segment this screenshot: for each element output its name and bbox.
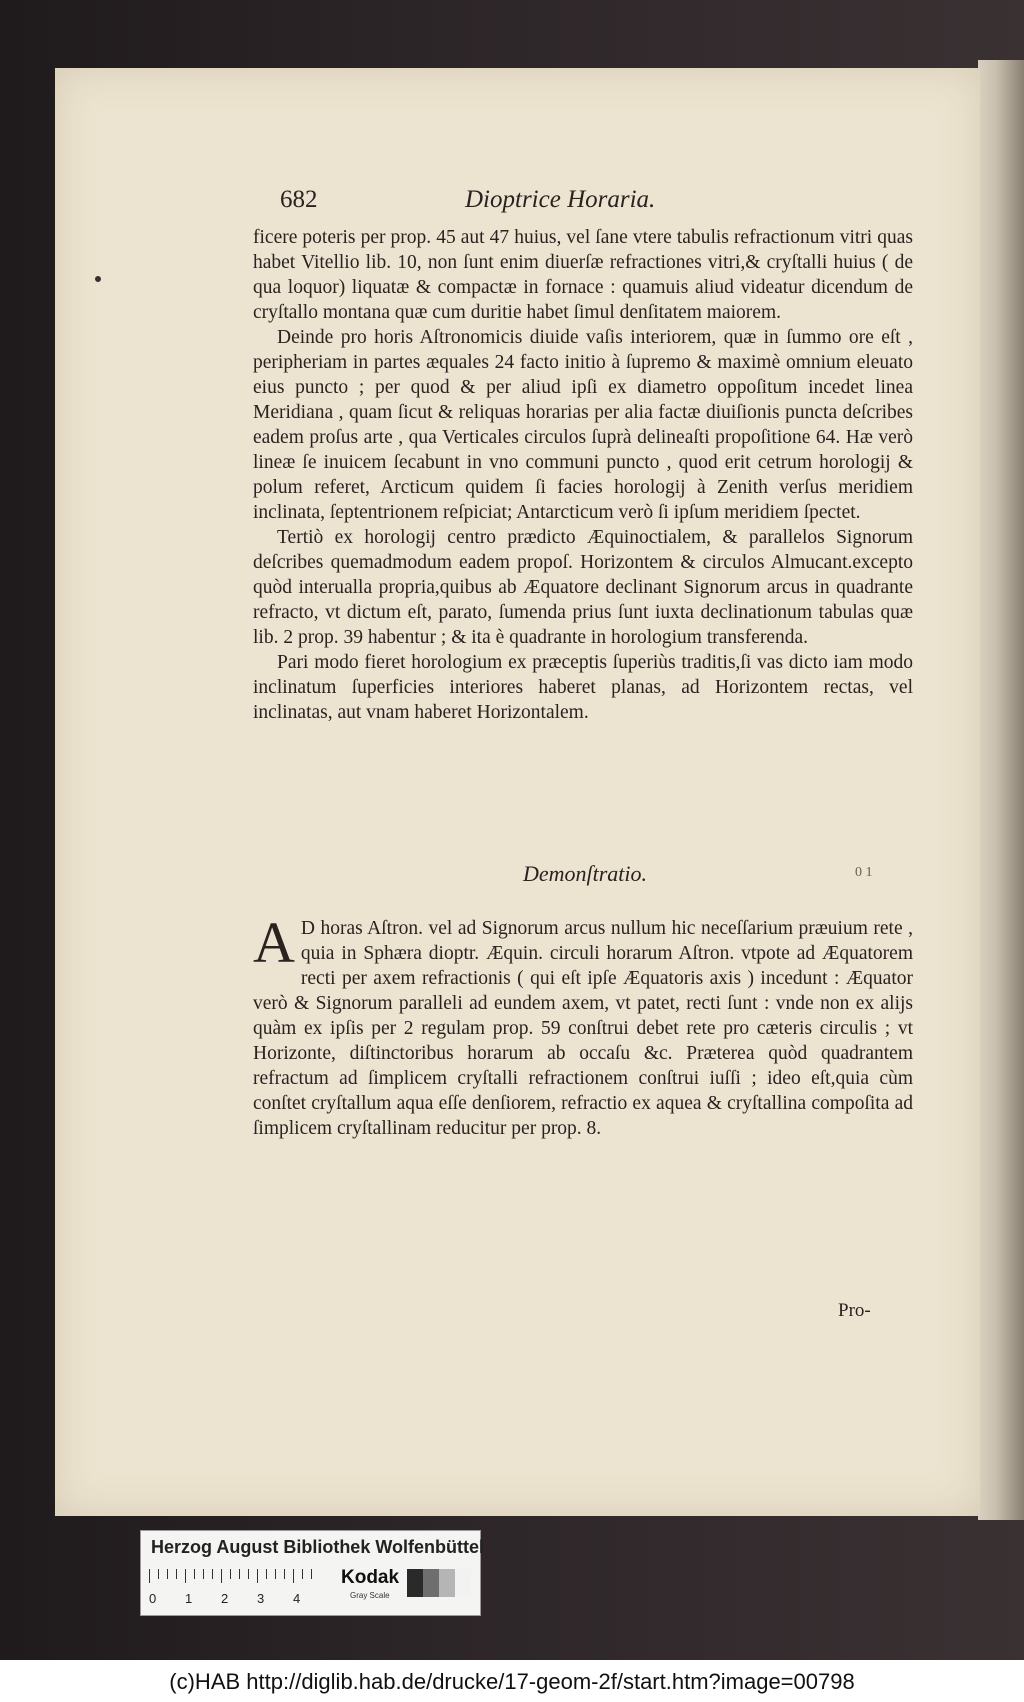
gray-swatch xyxy=(439,1569,455,1597)
body-text xyxy=(253,225,913,725)
color-target-card xyxy=(140,1530,484,1616)
running-title: Dioptrice Horaria. xyxy=(465,186,656,213)
facing-page-edge xyxy=(978,60,1024,1520)
drop-cap: A xyxy=(253,910,295,975)
gray-swatch xyxy=(423,1569,439,1597)
scale-label: 4 xyxy=(293,1591,301,1606)
scale-label: 0 xyxy=(149,1591,157,1606)
paragraph-4: Pari modo fieret horologium ex præceptis ſuperiùs traditis,ſi vas dicto iam modo inclinatum ſuperficies interiores haberet planas, ad Horizontem rectas, vel inclinatas, aut vnam haberet Horizontalem. xyxy=(253,652,913,723)
gray-swatch xyxy=(455,1569,471,1597)
margin-mark: 0 1 xyxy=(855,865,873,880)
gray-swatches xyxy=(407,1569,471,1597)
scale-label: 2 xyxy=(221,1591,229,1606)
page-header xyxy=(55,186,980,226)
scale-ruler xyxy=(149,1569,319,1589)
paragraph-1: ficere poteris per prop. 45 aut 47 huius, vel ſane vtere tabulis refractionum vitri quas habet Vitellio lib. 10, non ſunt enim diuerſæ refractiones vitri,& cryſtalli huius ( de qua loquor) liquatæ & compactæ in fornace : quamuis aliud videatur dicendum de cryſtallo montana quæ cum duritie habet ſimul denſitatem maiorem. xyxy=(253,227,913,323)
library-name: Herzog August Bibliothek Wolfenbüttel xyxy=(151,1537,484,1557)
paragraph-3: Tertiò ex horologij centro prædicto Æquinoctialem, & parallelos Signorum deſcribes quemadmodum eadem propoſ. Horizontem & circulos Almucant.excepto quòd interualla propria,quibus ab Æquatore declinant Signorum arcus in quadrante refracto, vt dictum eſt, parato, ſumenda prius ſunt iuxta declinationum tabulas quæ lib. 2 prop. 39 habentur ; & ita è quadrante in horologium transferenda. xyxy=(253,527,913,648)
demonstration-paragraph: D horas Aſtron. vel ad Signorum arcus nullum hic neceſſarium præuium rete , quia in Sphæra dioptr. Æquin. circuli horarum Aſtron. vtpote ad Æquatorem recti per axem refractionis ( qui eſt ipſe Æquatoris axis ) incedunt : Æquator verò & Signorum paralleli ad eundem axem, vt patet, recti ſunt : vnde non ex alijs quàm ex ipſis per 2 regulam prop. 59 conſtrui debet rete pro cæteris circulis ; vt Horizonte, diſtinctoribus horarum ab occaſu &c. Præterea quòd quadrantem refractum ad ſimplicem cryſtalli refractionem conſtrui iuſſi ; ideo eſt,quia cùm conſtet cryſtallum aqua eſſe denſiorem, refractio ex aquea & cryſtallina compoſita ad ſimplicem cryſtallinam reducitur per prop. 8. xyxy=(253,918,913,1139)
scale-label: 1 xyxy=(185,1591,193,1606)
footer-credit: (c)HAB http://diglib.hab.de/drucke/17-geom-2f/start.htm?image=00798 xyxy=(169,1669,855,1694)
ink-spot xyxy=(95,276,101,282)
paragraph-2: Deinde pro horis Aſtronomicis diuide vaſis interiorem, quæ in ſummo ore eſt , peripheriam in partes æquales 24 facto initio à ſupremo & maximè omnium eleuato eius puncto ; per quod & per aliud ipſi ex diametro oppoſitum incedet linea Meridiana , quam ſicut & reliquas horarias per alia factæ diuiſionis puncta deſcribes eadem proſus arte , qua Verticales circulos ſuprà delineaſti propoſitione 64. Hæ verò lineæ ſe inuicem ſecabunt in vno communi puncto , quod erit cetrum horologij & polum referet, Arcticum quidem ſi facies horologij à Zenith verſus meridiem inclinata, ſeptentrionem reſpiciat; Antarcticum verò ſi ipſum meridiem ſpectet. xyxy=(253,327,913,523)
book-page xyxy=(55,68,980,1516)
footer-bar xyxy=(0,1660,1024,1702)
gray-swatch xyxy=(407,1569,423,1597)
kodak-subtitle: Gray Scale xyxy=(350,1591,390,1600)
scale-label: 3 xyxy=(257,1591,265,1606)
section-heading: Demonſtratio. xyxy=(522,861,648,886)
demonstration-text xyxy=(253,910,913,1141)
page-number: 682 xyxy=(280,186,318,213)
kodak-logo: Kodak xyxy=(341,1567,400,1588)
catchword: Pro- xyxy=(838,1300,871,1321)
